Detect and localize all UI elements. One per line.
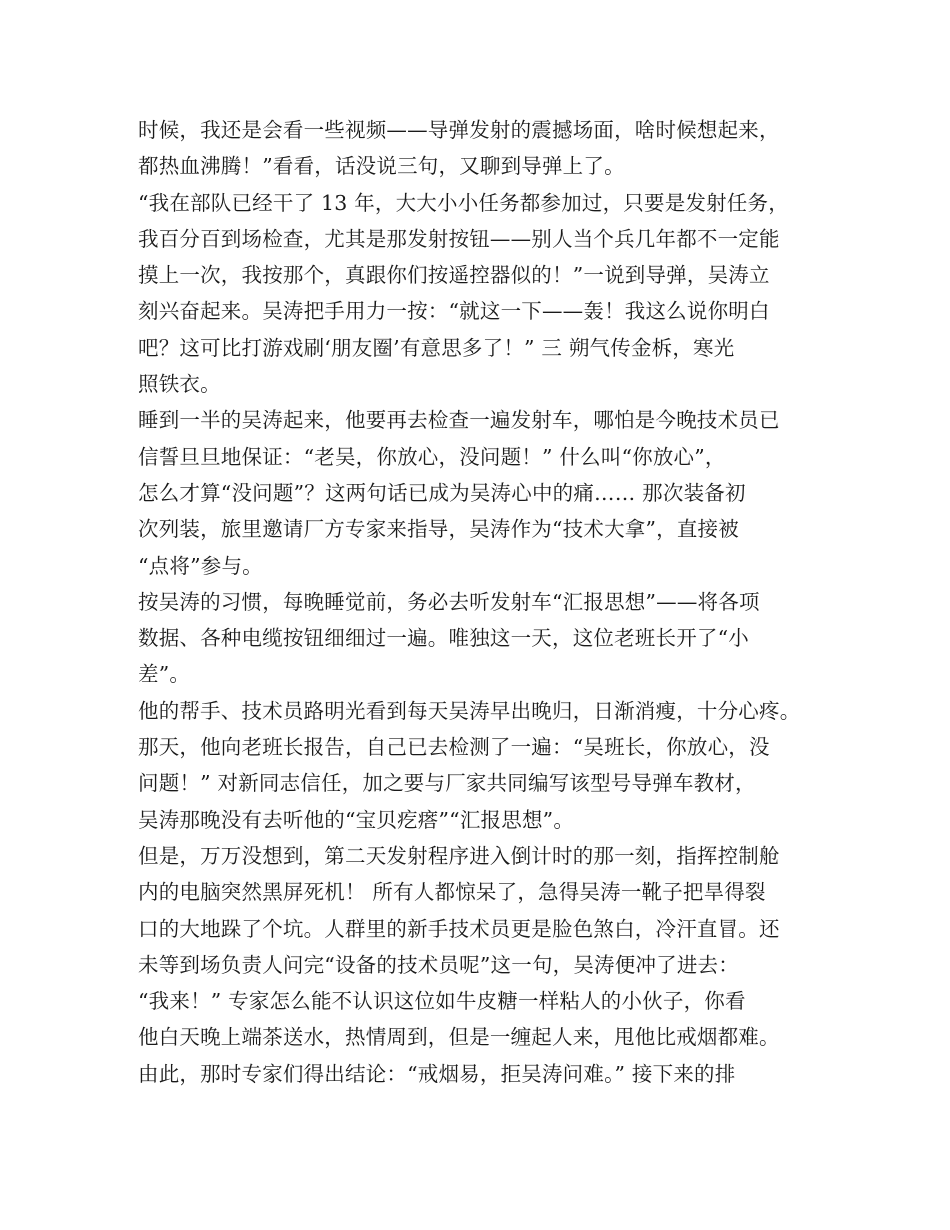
- text-line: 口的大地跺了个坑。人群里的新手技术员更是脸色煞白，冷汗直冒。还: [138, 916, 780, 941]
- text-line: 差”。: [138, 662, 191, 687]
- text-line: 但是，万万没想到，第二天发射程序进入倒计时的那一刻，指挥控制舱: [138, 843, 780, 868]
- text-line: 问题！” 对新同志信任，加之要与厂家共同编写该型号导弹车教材，: [138, 771, 756, 796]
- text-line: 他的帮手、技术员路明光看到每天吴涛早出晚归，日渐消瘦，十分心疼。: [138, 698, 801, 723]
- text-line: 内的电脑突然黑屏死机！ 所有人都惊呆了，急得吴涛一靴子把旱得裂: [138, 880, 766, 905]
- text-line: 吧？这可比打游戏刷‘朋友圈’有意思多了！” 三 朔气传金柝，寒光: [138, 335, 735, 360]
- text-line: 怎么才算“没问题”？这两句话已成为吴涛心中的痛…… 那次装备初: [138, 480, 746, 505]
- text-line: 那天，他向老班长报告，自己已去检测了一遍：“吴班长，你放心，没: [138, 735, 770, 760]
- text-line: 由此，那时专家们得出结论：“戒烟易，拒吴涛问难。” 接下来的排: [138, 1061, 736, 1086]
- text-line: 他白天晚上端茶送水，热情周到，但是一缠起人来，甩他比戒烟都难。: [138, 1025, 780, 1050]
- text-line: 数据、各种电缆按钮细细过一遍。唯独这一天，这位老班长开了“小: [138, 626, 749, 651]
- text-line: 信誓旦旦地保证：“老吴，你放心，没问题！” 什么叫“你放心”，: [138, 444, 726, 469]
- text-line: “点将”参与。: [138, 553, 263, 578]
- text-line: “我来！” 专家怎么能不认识这位如牛皮糖一样粘人的小伙子，你看: [138, 989, 746, 1014]
- text-line: 时候，我还是会看一些视频——导弹发射的震撼场面，啥时候想起来，: [138, 118, 780, 142]
- text-line: 未等到场负责人问完“设备的技术员呢”这一句，吴涛便冲了进去：: [138, 952, 739, 977]
- text-line: 睡到一半的吴涛起来，他要再去检查一遍发射车，哪怕是今晚技术员已: [138, 408, 780, 433]
- text-line: 吴涛那晚没有去听他的“宝贝疙瘩”“汇报思想”。: [138, 807, 575, 832]
- text-line: 按吴涛的习惯，每晚睡觉前，务必去听发射车“汇报思想”——将各项: [138, 589, 760, 614]
- text-line: 次列装，旅里邀请厂方专家来指导，吴涛作为“技术大拿”，直接被: [138, 517, 739, 542]
- text-line: 我百分百到场检查，尤其是那发射按钮——别人当个兵几年都不一定能: [138, 226, 780, 251]
- text-line: 照铁衣。: [138, 372, 221, 397]
- text-line: 都热血沸腾！”看看，话没说三句，又聊到导弹上了。: [138, 154, 625, 179]
- body-text: [138, 112, 828, 1092]
- text-line: 刻兴奋起来。吴涛把手用力一按：“就这一下——轰！我这么说你明白: [138, 299, 770, 324]
- text-line: “我在部队已经干了 13 年，大大小小任务都参加过，只要是发射任务，: [138, 190, 789, 215]
- text-line: 摸上一次，我按那个，真跟你们按遥控器似的！”一说到导弹，吴涛立: [138, 263, 770, 288]
